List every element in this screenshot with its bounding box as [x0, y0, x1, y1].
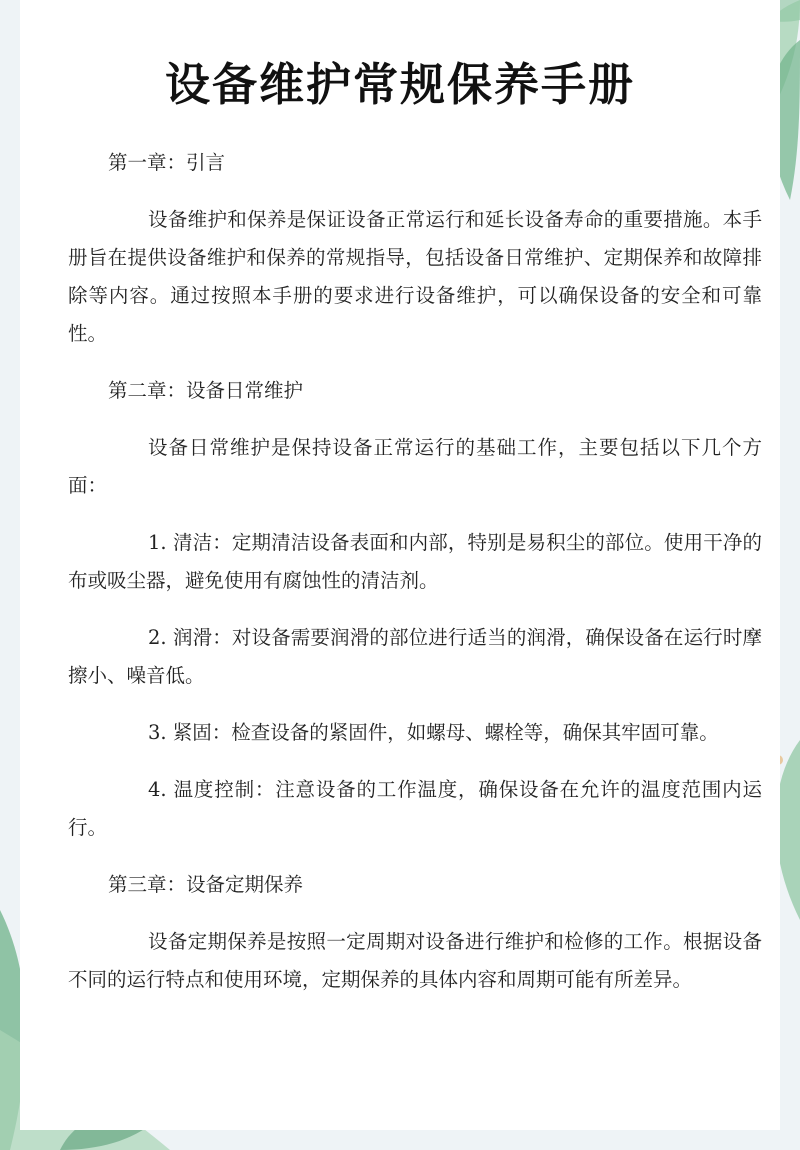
list-item: 3. 紧固：检查设备的紧固件，如螺母、螺栓等，确保其牢固可靠。	[148, 721, 719, 744]
chapter-heading: 第三章：设备定期保养	[108, 873, 304, 896]
list-item: 4. 温度控制：注意设备的工作温度，确保设备在允许的温度范围内运行。	[68, 778, 762, 839]
chapter-heading: 第二章：设备日常维护	[108, 379, 304, 402]
list-item: 1. 清洁：定期清洁设备表面和内部，特别是易积尘的部位。使用干净的布或吸尘器，避免使用有腐蚀性的清洁剂。	[68, 531, 762, 592]
document-title: 设备维护常规保养手册	[164, 58, 635, 111]
document-body	[68, 144, 762, 1018]
paragraph: 设备定期保养是按照一定周期对设备进行维护和检修的工作。根据设备不同的运行特点和使用环境，定期保养的具体内容和周期可能有所差异。	[68, 930, 762, 991]
paragraph: 设备维护和保养是保证设备正常运行和延长设备寿命的重要措施。本手册旨在提供设备维护和保养的常规指导，包括设备日常维护、定期保养和故障排除等内容。通过按照本手册的要求进行设备维护，可以确保设备的安全和可靠性。	[68, 208, 762, 345]
paragraph: 设备日常维护是保持设备正常运行的基础工作，主要包括以下几个方面：	[68, 436, 762, 497]
document-page	[20, 0, 780, 1130]
chapter-heading: 第一章：引言	[108, 151, 226, 174]
list-item: 2. 润滑：对设备需要润滑的部位进行适当的润滑，确保设备在运行时摩擦小、噪音低。	[68, 626, 762, 687]
